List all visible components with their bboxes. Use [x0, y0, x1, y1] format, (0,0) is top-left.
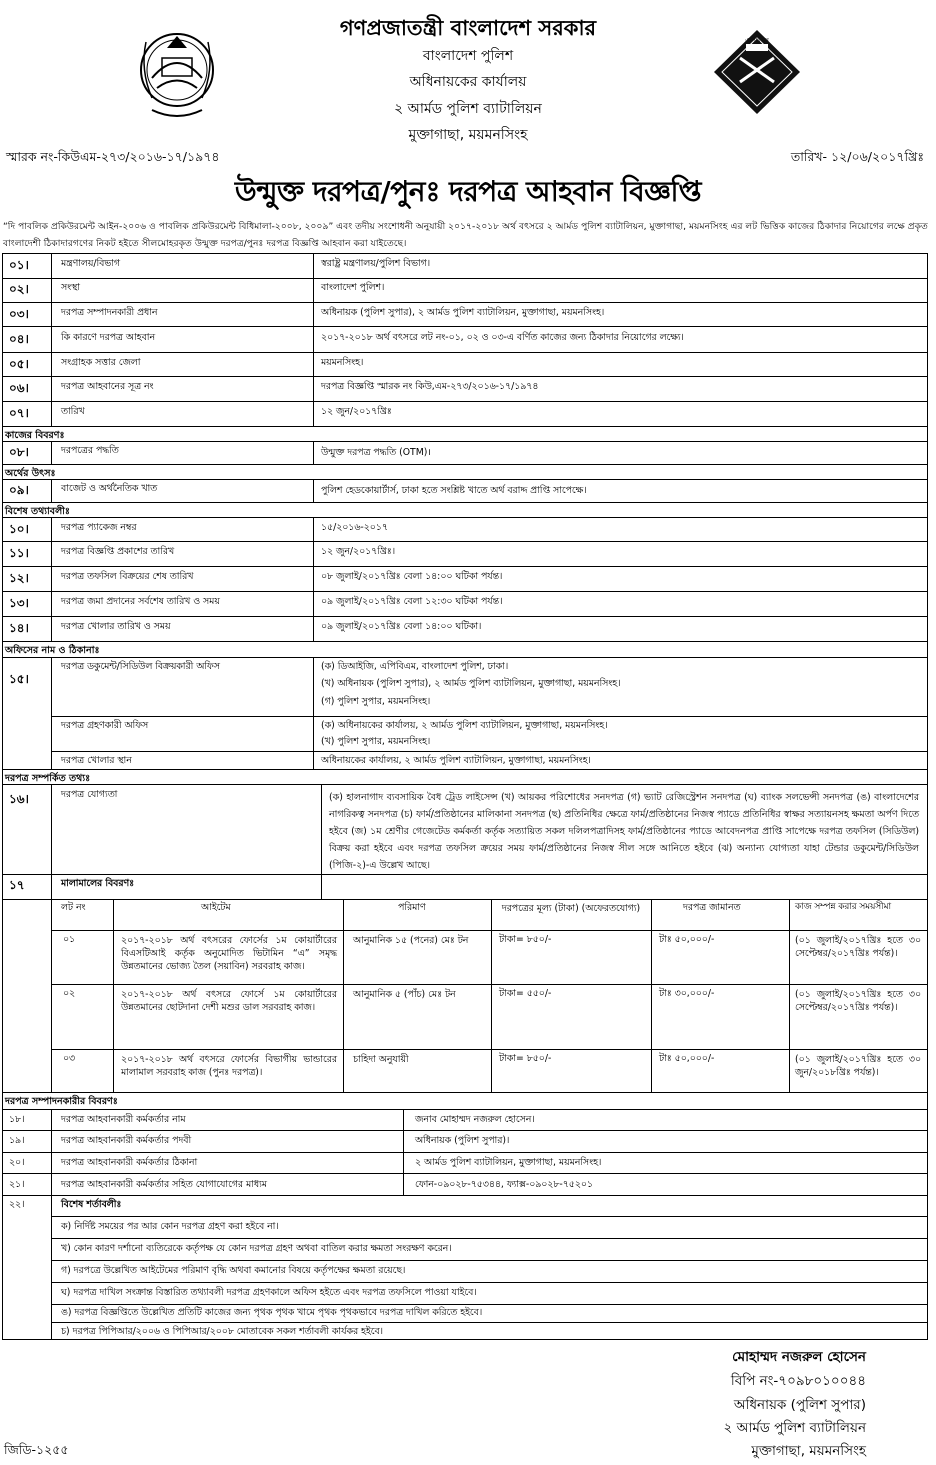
section-special: বিশেষ তথ্যাবলীঃ: [5, 506, 70, 517]
row-03-label: দরপত্র সম্পাদনকারী প্রধান: [61, 307, 158, 318]
row-20-label: দরপত্র আহবানকারী কর্মকর্তার ঠিকানা: [61, 1157, 198, 1168]
term-kha: খ) কোন কারণ দর্শানো ব্যতিরেকে কর্তৃপক্ষ যে কোন দরপত্র গ্রহণ অথবা বাতিল করার ক্ষমতা সংরক্ষণ করেন।: [61, 1243, 452, 1254]
row-16-label: দরপত্র যোগ্যতা: [61, 789, 118, 800]
lot-02-item: ২০১৭-২০১৮ অর্থ বৎসরে ফোর্সে ১ম কোয়ার্টারের উন্নতমানের ছোটদানা দেশী মশুর ডাল সরবরাহ কাজ।: [121, 989, 337, 1013]
lot-01-price: টাকা= ৮৫০/-: [499, 934, 552, 945]
lot-02-qty: আনুমানিক ৫ (পাঁচ) মেঃ টন: [353, 989, 456, 1000]
row-13-value: ০৯ জুলাই/২০১৭খ্রিঃ বেলা ১২:৩০ ঘটিকা পর্যন্ত।: [321, 596, 503, 607]
term-ga: গ) দরপত্রে উল্লেখিত আইটেমের পরিমাণ বৃদ্ধি অথবা কমানোর বিষয়ে কর্তৃপক্ষের ক্ষমতা রয়েছে।: [61, 1265, 406, 1276]
row-08-number: ০৮।: [9, 445, 29, 459]
goods-header-time: কাজ সম্পন্ন করার সময়সীমা: [795, 902, 892, 912]
row-14-label: দরপত্র খোলার তারিখ ও সময়: [61, 621, 171, 632]
row-17-number: ১৭: [9, 878, 25, 892]
row-07-number: ০৭।: [9, 406, 29, 420]
section-work: কাজের বিবরণঃ: [5, 430, 65, 441]
row-04-value: ২০১৭-২০১৮ অর্থ বৎসরে লট নং-০১, ০২ ও ০৩-এ বর্ণিত কাজের জন্য ঠিকাদার নিয়োগের লক্ষ্যে।: [321, 332, 684, 343]
row-19-label: দরপত্র আহবানকারী কর্মকর্তার পদবী: [61, 1135, 192, 1146]
row-19-number: ১৯।: [9, 1135, 25, 1146]
row-15-recv-1: (ক) অধিনায়কের কার্যালয়, ২ আর্মড পুলিশ ব্যাটালিয়ন, মুক্তাগাছা, ময়মনসিংহ।: [321, 720, 608, 731]
lot-03-number: ০৩: [63, 1053, 76, 1064]
row-15-sell-1: (ক) ডিআইজি, এপিবিএম, বাংলাদেশ পুলিশ, ঢাকা।: [321, 661, 509, 672]
lot-02-price: টাকা= ৫৫০/-: [499, 988, 552, 999]
intro-paragraph: “দি পাবলিক প্রকিউরমেন্ট আইন-২০০৬ ও পাবলিক প্রকিউরমেন্ট বিধিমালা-২০০৮, ২০০৯” এবং তদীয় সংশোধনী অনুযায়ী ২০১৭-২০১৮ অর্থ বৎসরে ২ আর্মড পুলিশ ব্যাটালিয়ন, মুক্তাগাছা, ময়মনসিংহ এর লট ভিত্তিক কাজের ঠিকাদার নিয়োগের লক্ষে প্রকৃত বাংলাদেশী ঠিকাদারগণের নিকট হইতে সীলমোহরকৃত উন্মুক্ত দরপত্র/পুনঃ দরপত্র বিজ্ঞপ্তি আহবান করা যাইতেছে।: [3, 221, 928, 249]
row-02-value: বাংলাদেশ পুলিশ।: [321, 282, 385, 293]
row-21-number: ২১।: [9, 1179, 25, 1190]
row-14-number: ১৪।: [9, 621, 29, 635]
row-05-value: ময়মনসিংহ।: [321, 357, 364, 368]
row-21-value: ফোন-০৯০২৮-৭৫৩৪৪, ফ্যাক্স-০৯০২৮-৭৫২০১: [415, 1179, 593, 1190]
signature-bp: বিপি নং-৭০৯৮০১০০৪৪: [730, 1373, 866, 1389]
govt-emblem-icon: [132, 18, 222, 128]
row-08-label: দরপত্রের পদ্ধতি: [61, 445, 119, 456]
signature-place: মুক্তাগাছা, ময়মনসিংহ: [751, 1443, 866, 1459]
row-01-value: স্বরাষ্ট্র মন্ত্রণালয়/পুলিশ বিভাগ।: [321, 258, 431, 269]
term-gha: ঘ) দরপত্র দাখিল সংক্রান্ত বিস্তারিত তথ্যাবলী দরপত্র গ্রহণকালে অফিস হইতে এবং দরপত্র তফসিলে পাওয়া যাইবে।: [61, 1287, 477, 1298]
signature-rank: অধিনায়ক (পুলিশ সুপার): [733, 1397, 866, 1413]
term-cha: চ) দরপত্র পিপিআর/২০০৬ ও পিপিআর/২০০৮ মোতাবেক সকল শর্তাবলী কার্যকর হইবে।: [61, 1326, 383, 1337]
term-umo: ঙ) দরপত্র বিজ্ঞপ্তিতে উল্লেখিত প্রতিটি কাজের জন্য পৃথক পৃথক খামে পৃথক পৃথকভাবে দরপত্র দাখিল করিতে হইবে।: [61, 1307, 483, 1318]
row-11-value: ১২ জুন/২০১৭খ্রিঃ।: [321, 546, 396, 557]
row-15-open-label: দরপত্র খোলার স্থান: [61, 755, 132, 766]
logo-text: এপিবিএন: [745, 37, 769, 44]
section-fund: অর্থের উৎসঃ: [5, 468, 56, 479]
row-12-value: ০৮ জুলাই/২০১৭খ্রিঃ বেলা ১৪:০০ ঘটিকা পর্যন্ত।: [321, 571, 503, 582]
row-09-number: ০৯।: [9, 483, 29, 497]
memo-number: স্মারক নং-কিউএম-২৭৩/২০১৬-১৭/১৯৭৪: [6, 149, 220, 164]
lot-03-price: টাকা= ৮৫০/-: [499, 1053, 552, 1064]
lot-03-security: টাঃ ৫০,০০০/-: [659, 1053, 715, 1064]
row-16-number: ১৬।: [9, 792, 29, 806]
row-15-recv-label: দরপত্র গ্রহণকারী অফিস: [61, 720, 149, 731]
row-15-recv-2: (খ) পুলিশ সুপার, ময়মনসিংহ।: [321, 736, 431, 747]
unit-name: ২ আর্মড পুলিশ ব্যাটালিয়ন: [394, 101, 542, 117]
row-15-sell-2: (খ) অধিনায়ক (পুলিশ সুপার), ২ আর্মড পুলিশ ব্যাটালিয়ন, মুক্তাগাছা, ময়মনসিংহ।: [321, 678, 621, 689]
row-13-label: দরপত্র জমা প্রদানের সর্বশেষ তারিখ ও সময়: [61, 596, 220, 607]
goods-header-item: আইটেম: [201, 902, 231, 913]
row-07-label: তারিখ: [61, 406, 85, 417]
row-10-label: দরপত্র প্যাকেজ নম্বর: [61, 522, 137, 533]
row-14-value: ০৯ জুলাই/২০১৭খ্রিঃ বেলা ১৪:০০ ঘটিকা।: [321, 621, 482, 632]
row-03-number: ০৩।: [9, 307, 29, 321]
row-18-label: দরপত্র আহবানকারী কর্মকর্তার নাম: [61, 1114, 186, 1125]
section-executor: দরপত্র সম্পাদনকারীর বিবরণঃ: [5, 1096, 118, 1107]
goods-header-lot: লট নং: [61, 902, 86, 913]
term-ka: ক) নির্দিষ্ট সময়ের পর আর কোন দরপত্র গ্রহণ করা হইবে না।: [61, 1221, 279, 1232]
row-22-label: বিশেষ শর্তাবলীঃ: [61, 1199, 122, 1210]
row-15-sell-label: দরপত্র ডকুমেন্ট/সিডিউল বিক্রয়কারী অফিস: [61, 661, 220, 672]
row-10-number: ১০।: [9, 522, 29, 536]
goods-header-security: দরপত্র জামানত: [683, 902, 741, 913]
row-03-value: অধিনায়ক (পুলিশ সুপার), ২ আর্মড পুলিশ ব্যাটালিয়ন, মুক্তাগাছা, ময়মনসিংহ।: [321, 307, 605, 318]
row-20-value: ২ আর্মড পুলিশ ব্যাটালিয়ন, মুক্তাগাছা, ময়মনসিংহ।: [415, 1157, 602, 1168]
section-tender: দরপত্র সম্পর্কিত তথ্যঃ: [5, 773, 91, 784]
tender-table: [2, 253, 928, 1340]
dept-name: বাংলাদেশ পুলিশ: [422, 48, 514, 64]
lot-02-number: ০২: [63, 988, 76, 999]
location-name: মুক্তাগাছা, ময়মনসিংহ: [408, 127, 528, 143]
row-13-number: ১৩।: [9, 596, 29, 610]
goods-header-price: দরপত্রের মূল্য (টাকা) (অফেরতযোগ্য): [501, 903, 641, 914]
row-15-open-value: অধিনায়কের কার্যালয়, ২ আর্মড পুলিশ ব্যাটালিয়ন, মুক্তাগাছা, ময়মনসিংহ।: [321, 755, 591, 766]
lot-01-time: (০১ জুলাই/২০১৭খ্রিঃ হতে ৩০ সেপ্টেম্বর/২০১৭খ্রিঃ পর্যন্ত)।: [795, 935, 921, 959]
lot-01-number: ০১: [63, 934, 76, 945]
row-06-number: ০৬।: [9, 381, 29, 395]
row-06-label: দরপত্র আহবানের সূত্র নং: [61, 381, 154, 392]
row-05-label: সংগ্রাহক সত্তার জেলা: [61, 357, 141, 368]
row-11-label: দরপত্র বিজ্ঞপ্তি প্রকাশের তারিখ: [61, 546, 175, 557]
lot-03-time: (০১ জুলাই/২০১৭খ্রিঃ হতে ৩০ জুন/২০১৮খ্রিঃ পর্যন্ত)।: [795, 1054, 921, 1078]
lot-02-time: (০১ জুলাই/২০১৭খ্রিঃ হতে ৩০ সেপ্টেম্বর/২০১৭খ্রিঃ পর্যন্ত)।: [795, 989, 921, 1013]
row-22-number: ২২।: [9, 1199, 25, 1210]
notice-title: উন্মুক্ত দরপত্র/পুনঃ দরপত্র আহবান বিজ্ঞপ্তি: [234, 175, 702, 208]
section-office: অফিসের নাম ও ঠিকানাঃ: [5, 645, 100, 656]
row-16-value: (ক) হালনাগাদ ব্যবসায়িক বৈধ ট্রেড লাইসেন্স (খ) আয়কর পরিশোধের সনদপত্র (গ) ভ্যাট রেজিস্ট্রেশন সনদপত্র (ঘ) ব্যাংক সলভেন্সী সনদপত্র (ঙ) বাংলাদেশের নাগরিকত্ব সনদপত্র (চ) ফার্ম/প্রতিষ্ঠানের মালিকানা সনদপত্র (ছ) প্রতিনিধির ক্ষেত্রে ফার্ম/প্রতিষ্ঠানের নিজস্ব প্যাডে প্রতিনিধির স্বাক্ষর সত্যায়নসহ ক্ষমতা অর্পণ দিতে হইবে (জ) ১ম শ্রেণীর গেজেটেড কর্মকর্তা কর্তৃক সত্যায়িত সকল দলিলপত্রাদিসহ ফার্ম/প্রতিষ্ঠানের প্যাডে আবেদনপত্র প্রাপ্তি সাপেক্ষে দরপত্র তফসিল (সিডিউল) বিক্রয় করা হইবে এবং দরপত্র তফসিল ক্রয়ের সময় ফার্ম/প্রতিষ্ঠানের নিজস্ব সীল সঙ্গে আনিতে হইবে (ঝ) অন্যান্য যোগ্যতা যাহা টেন্ডার ডকুমেন্ট/সিডিউল (পিজি-২)-এ উল্লেখ আছে।: [329, 792, 919, 871]
row-15-number: ১৫।: [9, 672, 29, 686]
lot-03-item: ২০১৭-২০১৮ অর্থ বৎসরে ফোর্সের বিভাগীয় ভান্ডারের মালামাল সরবরাহ কাজ (পুনঃ দরপত্র)।: [121, 1054, 337, 1078]
row-21-label: দরপত্র আহবানকারী কর্মকর্তার সহিত যোগাযোগের মাধ্যম: [61, 1179, 267, 1190]
row-07-value: ১২ জুন/২০১৭খ্রিঃ: [321, 406, 392, 417]
row-19-value: অধিনায়ক (পুলিশ সুপার)।: [415, 1135, 510, 1146]
signature-unit: ২ আর্মড পুলিশ ব্যাটালিয়ন: [723, 1420, 866, 1436]
lot-02-security: টাঃ ৩০,০০০/-: [659, 988, 715, 999]
govt-title: গণপ্রজাতন্ত্রী বাংলাদেশ সরকার: [339, 16, 597, 40]
row-09-value: পুলিশ হেডকোয়ার্টার্স, ঢাকা হতে সংশ্লিষ্ট খাতে অর্থ বরাদ্দ প্রাপ্তি সাপেক্ষে।: [321, 485, 587, 496]
goods-header-qty: পরিমাণ: [398, 902, 426, 913]
row-18-number: ১৮।: [9, 1114, 25, 1125]
row-05-number: ০৫।: [9, 357, 29, 371]
row-01-number: ০১।: [9, 258, 29, 272]
row-15-sell-3: (গ) পুলিশ সুপার, ময়মনসিংহ।: [321, 696, 431, 707]
lot-01-qty: আনুমানিক ১৫ (পনের) মেঃ টন: [353, 935, 469, 946]
row-11-number: ১১।: [9, 546, 29, 560]
signature-name: মোহাম্মদ নজরুল হোসেন: [732, 1349, 866, 1365]
row-12-number: ১২।: [9, 571, 29, 585]
row-20-number: ২০।: [9, 1157, 25, 1168]
lot-01-item: ২০১৭-২০১৮ অর্থ বৎসরের ফোর্সের ১ম কোয়ার্টারের বিএসটিআই কর্তৃক অনুমোদিত ভিটামিন “এ” সমৃদ্ধ উন্নতমানের ভোজ্য তৈল (সয়াবিন) সরবরাহ কাজ।: [121, 935, 337, 972]
row-17-label: মালামালের বিবরণঃ: [61, 878, 135, 889]
office-name: অধিনায়কের কার্যালয়: [409, 74, 527, 90]
row-12-label: দরপত্র তফসিল বিক্রয়ের শেষ তারিখ: [61, 571, 194, 582]
row-04-number: ০৪।: [9, 332, 29, 346]
row-09-label: বাজেট ও অর্থনৈতিক খাত: [61, 483, 158, 494]
row-06-value: দরপত্র বিজ্ঞপ্তি স্মারক নং কিউ,এম-২৭৩/২০১৬-১৭/১৯৭৪: [321, 381, 539, 392]
row-04-label: কি কারণে দরপত্র আহবান: [61, 332, 155, 343]
row-10-value: ১৫/২০১৬-২০১৭: [321, 522, 388, 533]
memo-date: তারিখ- ১২/০৬/২০১৭খ্রিঃ: [790, 149, 924, 164]
footer-code: জিডি-১২৫৫: [4, 1442, 69, 1457]
lot-01-security: টাঃ ৫০,০০০/-: [659, 934, 715, 945]
row-02-number: ০২।: [9, 282, 29, 296]
lot-03-qty: চাহিদা অনুযায়ী: [353, 1054, 409, 1065]
row-18-value: জনাব মোহাম্মদ নজরুল হোসেন।: [415, 1114, 535, 1125]
row-02-label: সংস্থা: [61, 282, 80, 293]
row-08-value: উন্মুক্ত দরপত্র পদ্ধতি (OTM)।: [321, 447, 431, 458]
row-01-label: মন্ত্রণালয়/বিভাগ: [61, 258, 121, 269]
